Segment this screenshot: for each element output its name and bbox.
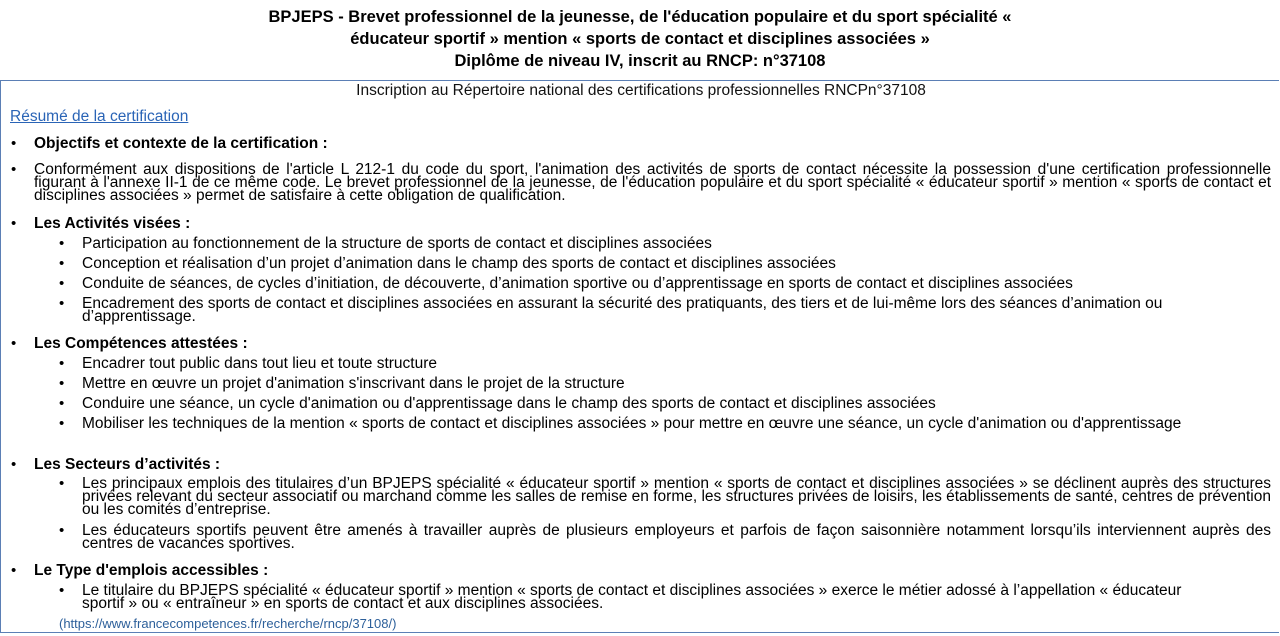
bullet-icon: •	[11, 562, 17, 579]
secteur-item-text: Les éducateurs sportifs peuvent être amenés à travailler auprès de plusieurs employeurs et parfois de façon saisonnière notamment lorsqu’ils interviennent auprès des centres de vacances sportives.	[82, 522, 1271, 552]
title-line-2: éducateur sportif » mention « sports de contact et disciplines associées »	[350, 30, 930, 48]
activite-item-text: Participation au fonctionnement de la structure de sports de contact et disciplines associées	[82, 235, 712, 252]
activite-item-text: Encadrement des sports de contact et disciplines associées en assurant la sécurité des pratiquants, des tiers et de lui-même lors des séances d’animation ou d’apprentissage.	[82, 295, 1163, 325]
bullet-icon: •	[59, 275, 65, 292]
emplois-heading-text: Le Type d'emplois accessibles :	[34, 562, 269, 579]
bullet-icon: •	[59, 295, 65, 312]
objectifs-paragraph-text: Conformément aux dispositions de l'article L 212-1 du code du sport, l'animation des activités de sports de contact nécessite la possession d'une certification professionnelle figurant à l'annexe II-1 de ce même code. Le brevet professionnel de la jeunesse, de l'éducation populaire et du sport spécialité « éducateur sportif » mention « sports de contact et disciplines associées » permet de satisfaire à cette obligation de qualification.	[34, 161, 1271, 204]
bullet-icon: •	[11, 456, 17, 473]
activite-item-text: Conduite de séances, de cycles d’initiation, de découverte, d’animation sportive ou d’apprentissage en sports de contact et disciplines associées	[82, 275, 1073, 292]
competence-item-text: Mobiliser les techniques de la mention « sports de contact et disciplines associées » pour mettre en œuvre une séance, un cycle d'animation ou d'apprentissage	[82, 415, 1182, 432]
competence-item-text: Conduire une séance, un cycle d'animation ou d'apprentissage dans le champ des sports de contact et disciplines associées	[82, 395, 936, 412]
activites-heading-text: Les Activités visées :	[34, 215, 191, 232]
objectifs-heading-text: Objectifs et contexte de la certification :	[34, 135, 328, 152]
bullet-icon: •	[59, 415, 65, 432]
activite-item-text: Conception et réalisation d’un projet d’animation dans le champ des sports de contact et disciplines associées	[82, 255, 836, 272]
bullet-icon: •	[11, 135, 17, 152]
title-line-1: BPJEPS - Brevet professionnel de la jeunesse, de l'éducation populaire et du sport spécialité «	[268, 8, 1012, 26]
bullet-icon: •	[11, 161, 17, 178]
bullet-icon: •	[11, 335, 17, 352]
bullet-icon: •	[59, 395, 65, 412]
bullet-icon: •	[11, 215, 17, 232]
bullet-icon: •	[59, 375, 65, 392]
emploi-item-text: Le titulaire du BPJEPS spécialité « éducateur sportif » mention « sports de contact et disciplines associées » exerce le métier adossé à l’appellation « éducateur sportif » ou « entraîneur » en sports de contact et aux disciplines associées.	[82, 582, 1182, 612]
bullet-icon: •	[59, 355, 65, 372]
title-line-3: Diplôme de niveau IV, inscrit au RNCP: n°37108	[454, 52, 826, 70]
bullet-icon: •	[59, 582, 65, 599]
resume-certification-link[interactable]: Résumé de la certification	[10, 108, 189, 125]
document-title	[0, 6, 1280, 72]
bullet-icon: •	[59, 255, 65, 272]
secteur-item-text: Les principaux emplois des titulaires d’un BPJEPS spécialité « éducateur sportif » mention « sports de contact et disciplines associées » se déclinent auprès des structures privées relevant du secteur associatif ou marchand comme les salles de remise en forme, les structures privées de loisirs, les établissements de santé, centres de prévention ou les comités d’entreprise.	[82, 475, 1271, 518]
competences-heading-text: Les Compétences attestées :	[34, 335, 248, 352]
competence-item-text: Mettre en œuvre un projet d'animation s'inscrivant dans le projet de la structure	[82, 375, 625, 392]
competence-item-text: Encadrer tout public dans tout lieu et toute structure	[82, 355, 437, 372]
source-url-link[interactable]: (https://www.francecompetences.fr/recherche/rncp/37108/)	[59, 616, 397, 631]
bullet-icon: •	[59, 475, 65, 492]
inscription-line: Inscription au Répertoire national des certifications professionnelles RNCPn°37108	[356, 82, 926, 99]
bullet-icon: •	[59, 235, 65, 252]
bullet-icon: •	[59, 522, 65, 539]
secteurs-heading-text: Les Secteurs d’activités :	[34, 456, 221, 473]
